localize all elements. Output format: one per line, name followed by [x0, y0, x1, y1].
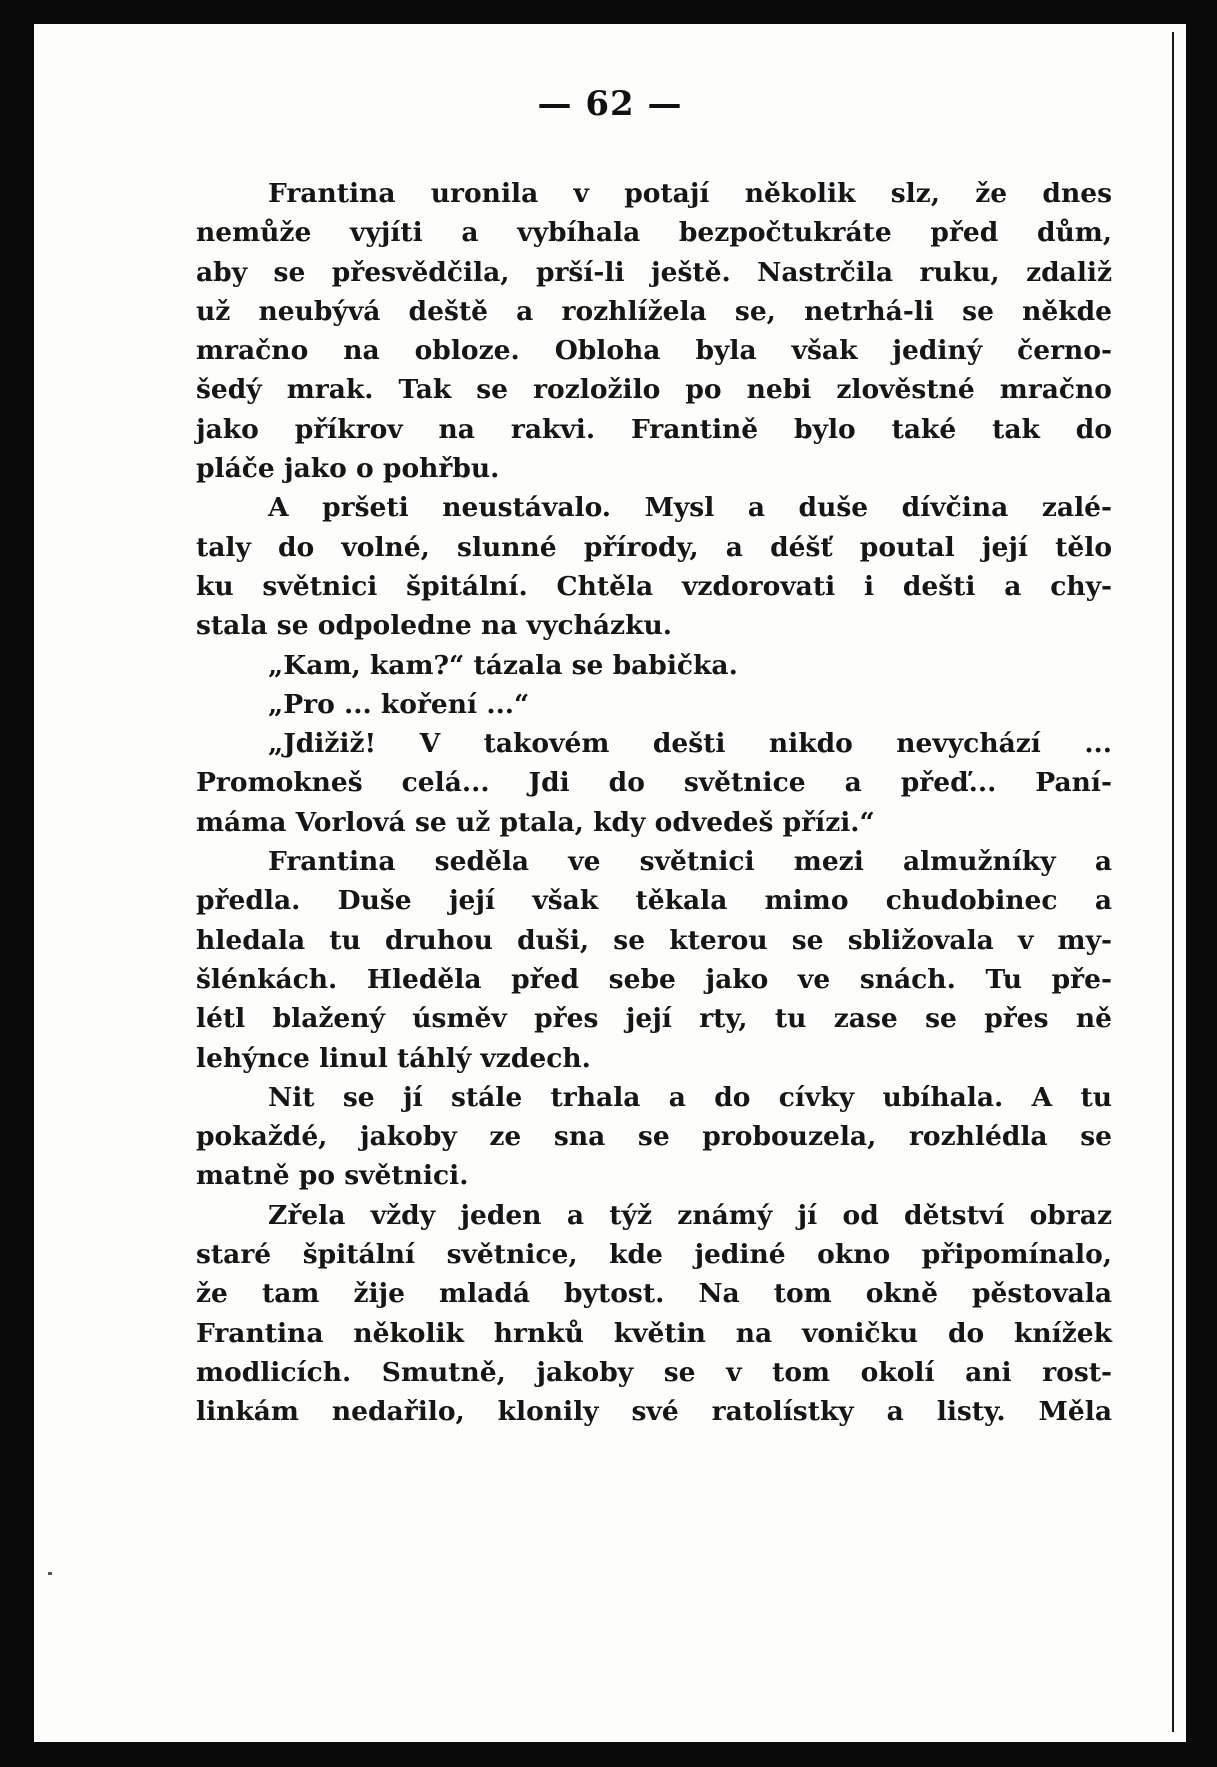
text-line: předla. Duše její však těkala mimo chudobinec a — [196, 885, 1112, 917]
text-line: staré špitální světnice, kde jediné okno připomínalo, — [196, 1239, 1112, 1271]
text-line: matně po světnici. — [196, 1160, 469, 1192]
page-edge-shadow — [1172, 32, 1174, 1732]
scan-speck — [48, 1572, 52, 1575]
text-line: Promokneš celá... Jdi do světnice a přeď... Paní- — [196, 767, 1112, 799]
text-line: „Jdižiž! V takovém dešti nikdo nevychází ... — [268, 728, 1112, 760]
text-line: Frantina seděla ve světnici mezi almužníky a — [268, 846, 1112, 878]
body-text — [196, 174, 1112, 1432]
text-line: hledala tu druhou duši, se kterou se sbližovala v my- — [196, 924, 1112, 956]
text-line: nemůže vyjíti a vybíhala bezpočtukráte před dům, — [196, 217, 1112, 249]
text-line: linkám nedařilo, klonily své ratolístky a listy. Měla — [196, 1396, 1112, 1428]
text-line: že tam žije mladá bytost. Na tom okně pěstovala — [196, 1278, 1112, 1310]
text-line: pokaždé, jakoby ze sna se probouzela, rozhlédla se — [196, 1121, 1112, 1153]
text-line: lehýnce linul táhlý vzdech. — [196, 1042, 591, 1074]
text-line: Zřela vždy jeden a týž známý jí od dětství obraz — [268, 1199, 1112, 1231]
text-line: létl blažený úsměv přes její rty, tu zase se přes ně — [196, 1003, 1112, 1035]
text-line: modlicích. Smutně, jakoby se v tom okolí ani rost- — [196, 1356, 1112, 1388]
text-line: A pršeti neustávalo. Mysl a duše dívčina zalé- — [268, 492, 1112, 524]
book-page — [34, 24, 1186, 1742]
text-line: aby se přesvědčila, prší-li ještě. Nastrčila ruku, zdaliž — [196, 256, 1112, 288]
page-number: — 62 — — [537, 84, 683, 124]
text-line: taly do volné, slunné přírody, a déšť poutal její tělo — [196, 531, 1112, 563]
text-line: Nit se jí stále trhala a do cívky ubíhala. A tu — [268, 1081, 1112, 1113]
text-line: šedý mrak. Tak se rozložilo po nebi zlověstné mračno — [196, 374, 1112, 406]
text-line: Frantina uronila v potají několik slz, že dnes — [268, 178, 1112, 209]
text-line: mračno na obloze. Obloha byla však jediný černo- — [196, 335, 1112, 367]
text-line: ku světnici špitální. Chtěla vzdorovati i dešti a chy- — [196, 570, 1112, 602]
text-line: pláče jako o pohřbu. — [196, 453, 500, 485]
text-line: jako příkrov na rakvi. Frantině bylo také tak do — [196, 413, 1112, 445]
text-line: máma Vorlová se už ptala, kdy odvedeš přízi.“ — [196, 806, 875, 838]
text-line: už neubývá deště a rozhlížela se, netrhá-li se někde — [196, 295, 1112, 327]
text-line: Frantina několik hrnků květin na voničku do knížek — [196, 1317, 1112, 1349]
text-line: „Kam, kam?“ tázala se babička. — [268, 649, 738, 681]
text-line: „Pro ... koření ...“ — [268, 688, 530, 720]
text-line: stala se odpoledne na vycházku. — [196, 610, 672, 642]
text-line: šlénkách. Hleděla před sebe jako ve snách. Tu pře- — [196, 963, 1112, 995]
